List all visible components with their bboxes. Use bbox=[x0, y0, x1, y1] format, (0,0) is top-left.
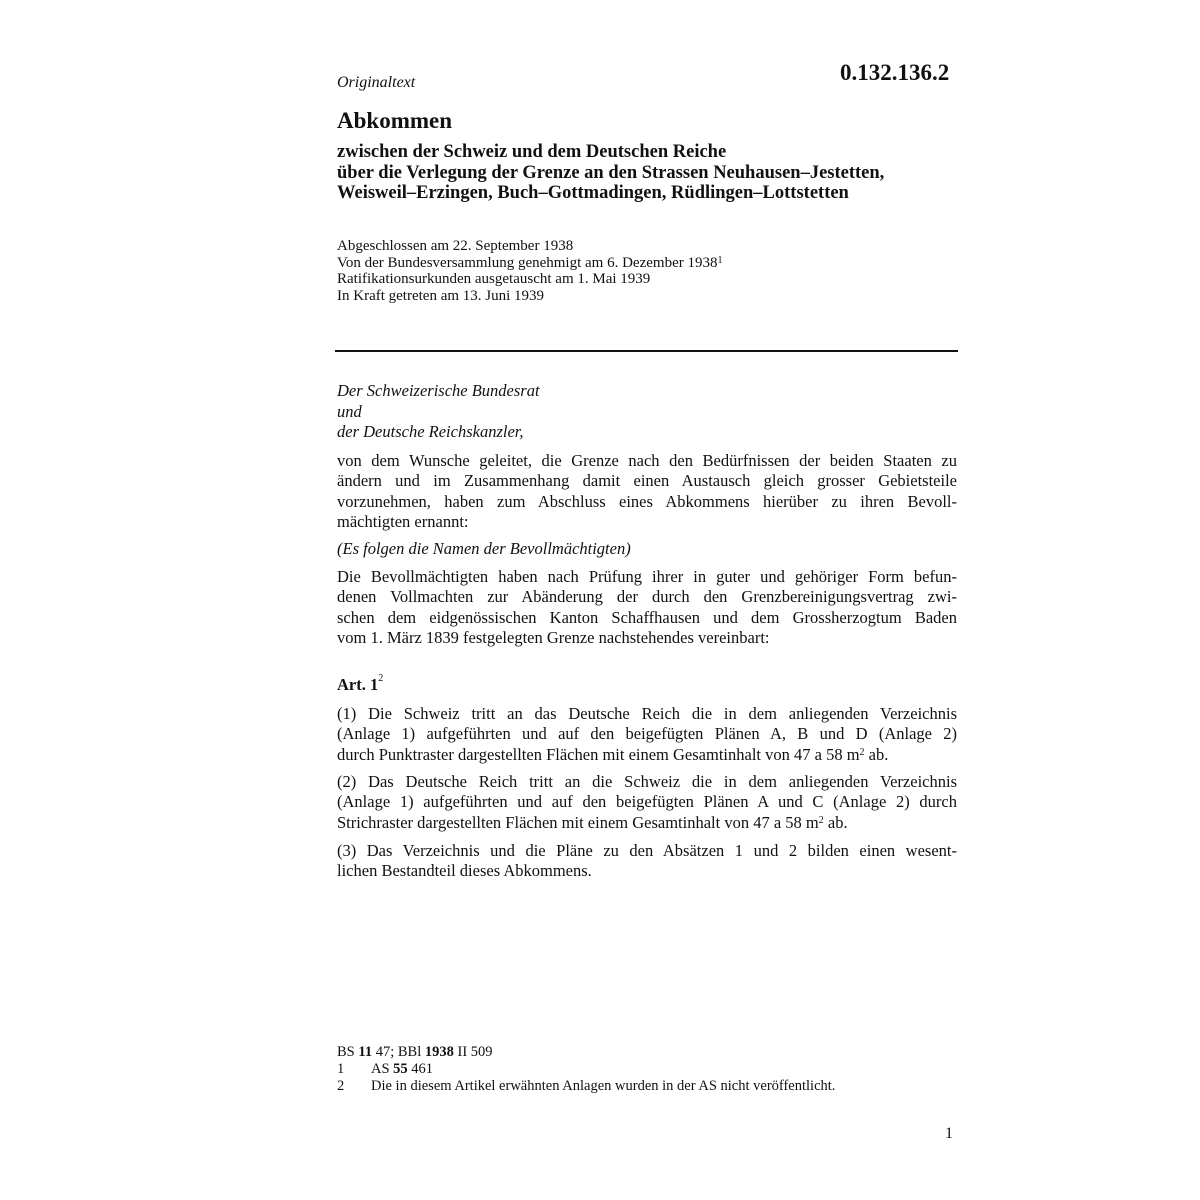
originaltext-label: Originaltext bbox=[337, 74, 416, 91]
footnote bbox=[337, 1078, 835, 1095]
meta-approved-text: Von der Bundesversammlung genehmigt am 6. Dezember 1938 bbox=[337, 254, 718, 271]
text-line: schen dem eidgenössischen Kanton Schaffhausen und dem Grossherzogtum Baden bbox=[337, 607, 957, 627]
text-line: von dem Wunsche geleitet, die Grenze nach den Bedürfnissen der beiden Staaten zu bbox=[337, 451, 957, 470]
footnote bbox=[337, 1061, 835, 1078]
divider-rule bbox=[335, 350, 958, 352]
text-segment: durch Punktraster dargestellten Flächen mit einem Gesamtinhalt von 47 a 58 m bbox=[337, 744, 860, 764]
preamble-line: der Deutsche Reichskanzler, bbox=[337, 422, 524, 441]
article-heading-text: Art. 1 bbox=[337, 675, 379, 694]
text-line: denen Vollmachten zur Abänderung der durch den Grenzbereinigungsvertrag zwi- bbox=[337, 587, 957, 607]
footnote-number: 1 bbox=[337, 1061, 345, 1077]
footnotes bbox=[337, 1044, 835, 1095]
document-title: Abkommen bbox=[337, 108, 453, 133]
meta-concluded: Abgeschlossen am 22. September 1938 bbox=[337, 238, 574, 254]
text-line: vorzunehmen, haben zum Abschluss eines Abkommens hierüber zu ihren Bevoll- bbox=[337, 491, 957, 511]
text-line: (Es folgen die Namen der Bevollmächtigten) bbox=[337, 539, 631, 558]
footnote-ref: 2 bbox=[378, 673, 384, 684]
text-line: Die Bevollmächtigten haben nach Prüfung ihrer in guter und gehöriger Form befun- bbox=[337, 567, 957, 586]
subtitle-line: Weisweil–Erzingen, Buch–Gottmadingen, Rüdlingen–Lottstetten bbox=[337, 183, 849, 203]
text-line bbox=[337, 745, 957, 765]
text-line: (3) Das Verzeichnis und die Pläne zu den Absätzen 1 und 2 bilden einen wesent- bbox=[337, 841, 957, 860]
subtitle-line: zwischen der Schweiz und dem Deutschen Reiche bbox=[337, 142, 727, 162]
superscript: 2 bbox=[818, 814, 824, 826]
article-heading bbox=[337, 675, 383, 695]
text-line: (Anlage 1) aufgeführten und auf den beigefügten Plänen A und C (Anlage 2) durch bbox=[337, 792, 957, 812]
source-text: II 509 bbox=[453, 1044, 493, 1060]
article-paragraph-3 bbox=[337, 841, 957, 882]
intro-paragraph bbox=[337, 451, 957, 532]
source-reference bbox=[337, 1044, 835, 1061]
footnote-text bbox=[371, 1078, 835, 1095]
article-paragraph-1 bbox=[337, 704, 957, 765]
text-line: (2) Das Deutsche Reich tritt an die Schweiz die in dem anliegenden Verzeichnis bbox=[337, 772, 957, 791]
meta-in-force: In Kraft getreten am 13. Juni 1939 bbox=[337, 287, 545, 304]
footnote-text-segment: Die in diesem Artikel erwähnten Anlagen wurden in der AS nicht veröffentlicht. bbox=[371, 1078, 836, 1094]
text-segment: ab. bbox=[823, 812, 848, 832]
meta-approved bbox=[337, 255, 722, 272]
preamble-line: und bbox=[337, 401, 362, 421]
source-volume: 11 bbox=[358, 1044, 373, 1060]
preamble-parties bbox=[337, 381, 540, 443]
footnote-bold: 55 bbox=[393, 1061, 408, 1077]
footnote-text bbox=[371, 1061, 433, 1078]
document-subtitle bbox=[337, 142, 977, 204]
text-line: mächtigten ernannt: bbox=[337, 511, 469, 531]
source-text: 47; BBl bbox=[372, 1044, 425, 1060]
footnote-text-segment: 461 bbox=[407, 1061, 434, 1077]
treaty-metadata bbox=[337, 238, 722, 304]
text-segment: Strichraster dargestellten Flächen mit einem Gesamtinhalt von 47 a 58 m bbox=[337, 812, 819, 832]
text-line: vom 1. März 1839 festgelegten Grenze nachstehendes vereinbart: bbox=[337, 627, 770, 647]
text-segment: ab. bbox=[864, 744, 889, 764]
names-note bbox=[337, 539, 957, 559]
subtitle-line: über die Verlegung der Grenze an den Strassen Neuhausen–Jestetten, bbox=[337, 162, 885, 183]
meta-ratification: Ratifikationsurkunden ausgetauscht am 1. Mai 1939 bbox=[337, 271, 651, 287]
text-line: (Anlage 1) aufgeführten und auf den beigefügten Plänen A, B und D (Anlage 2) bbox=[337, 724, 957, 744]
source-year: 1938 bbox=[424, 1044, 454, 1060]
text-line: lichen Bestandteil dieses Abkommens. bbox=[337, 861, 592, 881]
text-line: (1) Die Schweiz tritt an das Deutsche Reich die in dem anliegenden Verzeichnis bbox=[337, 704, 957, 723]
superscript: 2 bbox=[859, 746, 865, 758]
article-paragraph-2 bbox=[337, 772, 957, 833]
footnote-number: 2 bbox=[337, 1078, 345, 1094]
footnote-ref: 1 bbox=[717, 254, 723, 266]
page-number: 1 bbox=[945, 1125, 953, 1142]
text-line bbox=[337, 813, 957, 833]
footnote-text-segment: AS bbox=[371, 1061, 394, 1077]
sr-number: 0.132.136.2 bbox=[840, 60, 950, 85]
agreement-paragraph bbox=[337, 567, 957, 648]
source-text: BS bbox=[337, 1044, 359, 1060]
preamble-line: Der Schweizerische Bundesrat bbox=[337, 381, 540, 400]
text-line: ändern und im Zusammenhang damit einen Austausch gleich grosser Gebietsteile bbox=[337, 471, 957, 491]
